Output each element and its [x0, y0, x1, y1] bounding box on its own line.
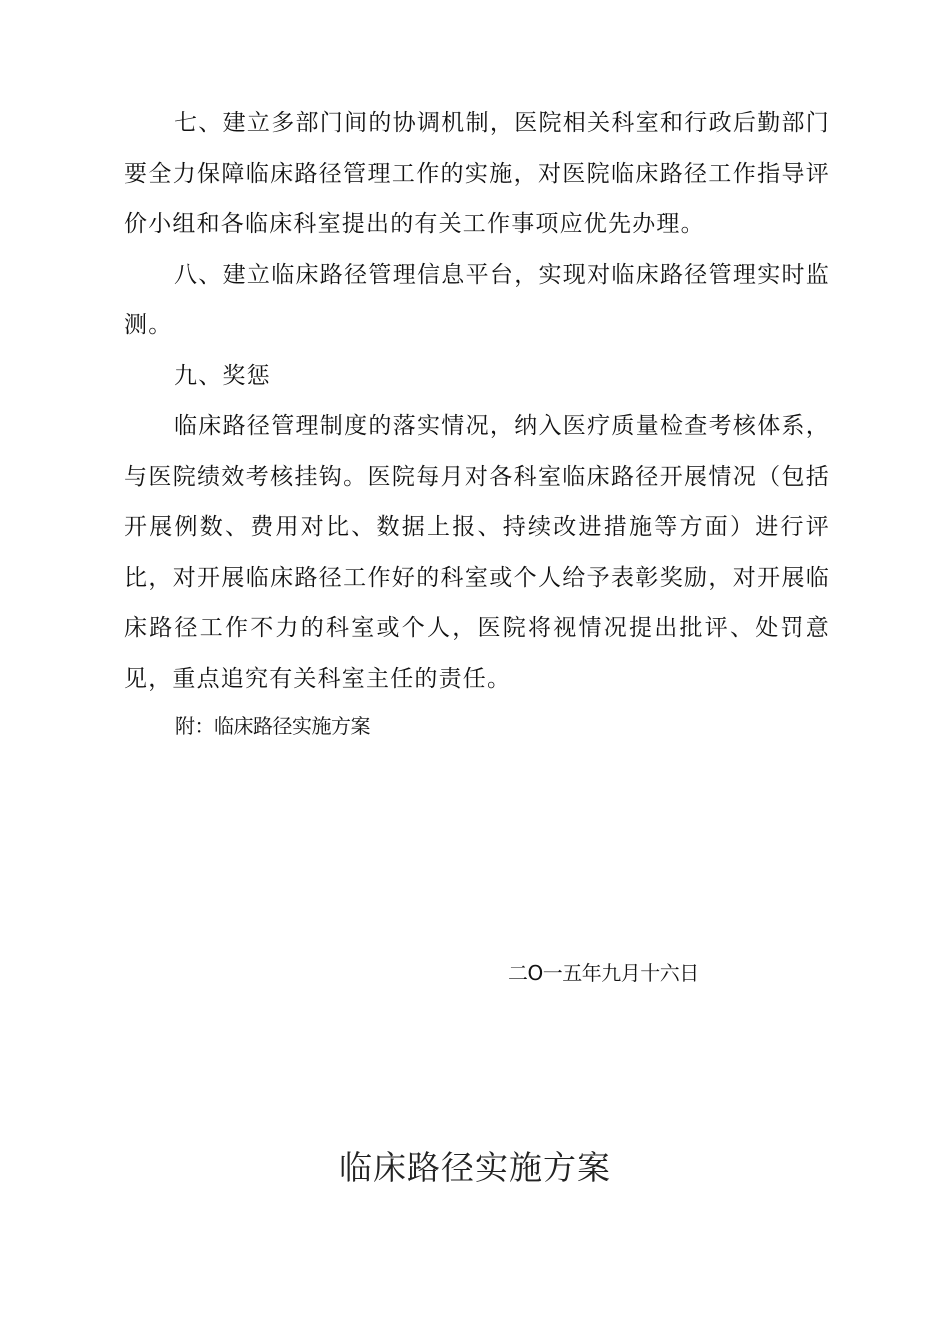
paragraph-rewards: 临床路径管理制度的落实情况，纳入医疗质量检查考核体系，与医院绩效考核挂钩。医院每月对各科室临床路径开展情况（包括开展例数、费用对比、数据上报、持续改进措施等方面）进行评比，对开展临床路径工作好的科室或个人给予表彰奖励，对开展临床路径工作不力的科室或个人，医院将视情况提出批评、处罚意见，重点追究有关科室主任的责任。 [124, 413, 830, 692]
attachment-note: 附：临床路径实施方案 [175, 714, 370, 738]
paragraph-seven: 七、建立多部门间的协调机制，医院相关科室和行政后勤部门要全力保障临床路径管理工作的实施，对医院临床路径工作指导评价小组和各临床科室提出的有关工作事项应优先办理。 [124, 110, 830, 237]
heading-nine: 九、奖惩 [174, 362, 271, 389]
section-title: 临床路径实施方案 [339, 1148, 611, 1187]
document-body [124, 98, 830, 704]
document-date: 二O一五年九月十六日 [508, 961, 699, 985]
paragraph-eight: 八、建立临床路径管理信息平台，实现对临床路径管理实时监测。 [124, 261, 830, 338]
